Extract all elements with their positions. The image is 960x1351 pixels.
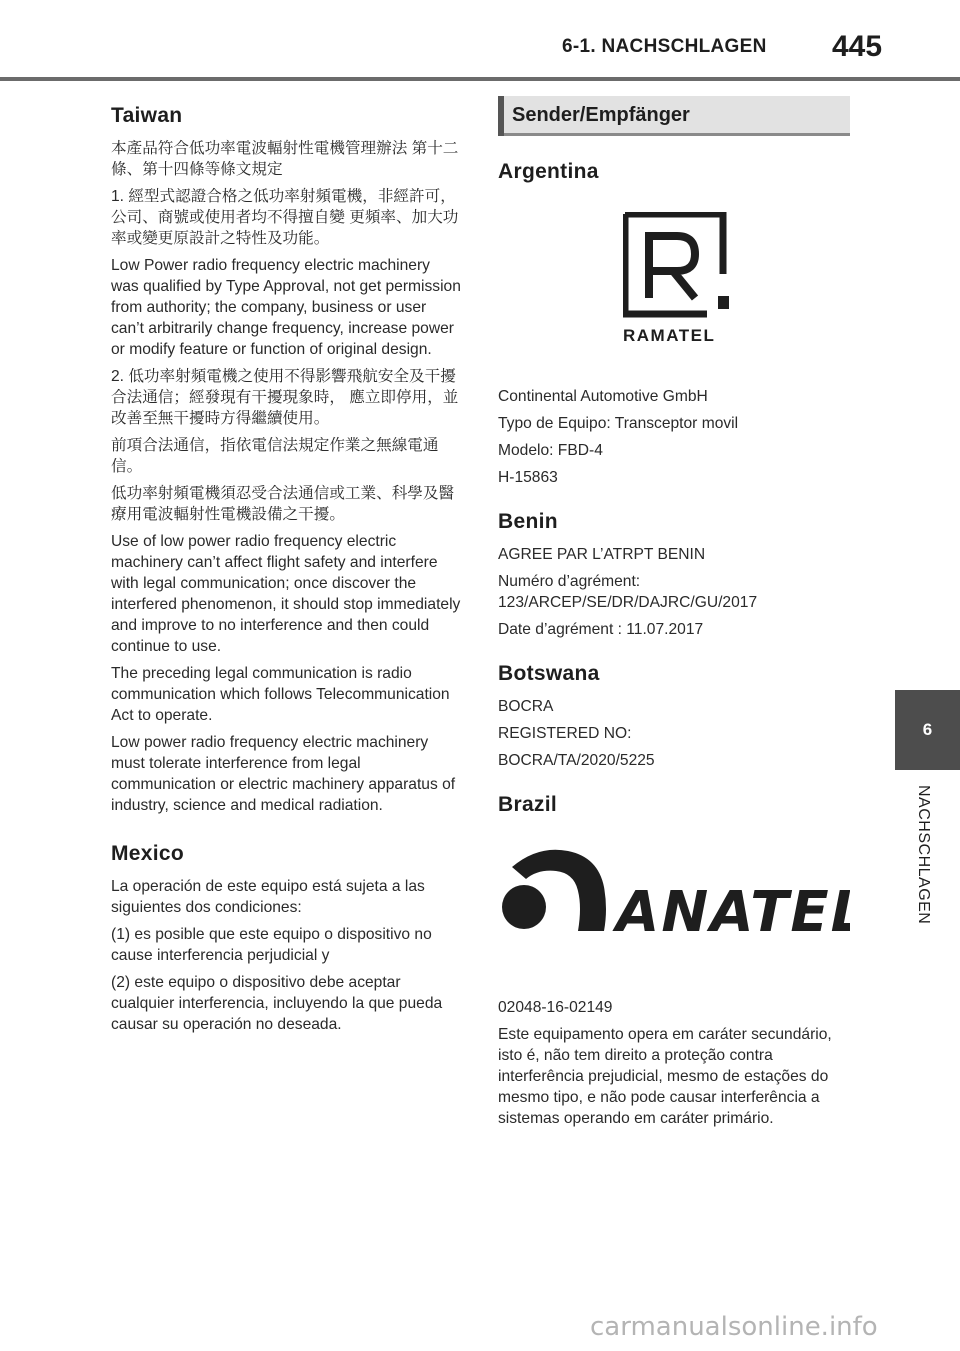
anatel-logo bbox=[498, 845, 853, 945]
anatel-logo-text: ANATEL bbox=[616, 880, 850, 945]
argentina-line: Continental Automotive GmbH bbox=[498, 388, 708, 405]
botswana-heading: Botswana bbox=[498, 662, 600, 685]
left-column bbox=[111, 104, 461, 1041]
ramatel-logo-text: RAMATEL bbox=[623, 326, 716, 345]
mexico-paragraph: (2) este equipo o dispositivo debe aceptar cualquier interferencia, incluyendo la que pueda causar su operación no deseada. bbox=[111, 974, 443, 1033]
sender-receiver-title: Sender/Empfänger bbox=[512, 104, 690, 126]
argentina-line: Typo de Equipo: Transceptor movil bbox=[498, 415, 739, 432]
page-number: 445 bbox=[832, 30, 883, 63]
benin-line: Numéro d’agrément: 123/ARCEP/SE/DR/DAJRC/GU/2017 bbox=[498, 573, 758, 611]
brazil-line: Este equipamento opera em caráter secundário, isto é, não tem direito a proteção contra interferência prejudicial, mesmo de estações do mesmo tipo, e não pode causar interferência a sistemas operando em caráter primário. bbox=[498, 1026, 832, 1127]
sender-receiver-box bbox=[498, 96, 850, 136]
right-column bbox=[498, 96, 853, 1135]
chapter-side-label: NACHSCHLAGEN bbox=[915, 785, 932, 925]
chapter-tab: 6 bbox=[895, 690, 960, 770]
header-divider bbox=[0, 77, 960, 81]
watermark: carmanualsonline.info bbox=[590, 1312, 878, 1342]
taiwan-heading: Taiwan bbox=[111, 104, 183, 127]
argentina-line: H-15863 bbox=[498, 469, 558, 486]
taiwan-paragraph: 前項合法通信，指依電信法規定作業之無線電通信。 bbox=[111, 437, 439, 475]
botswana-line: BOCRA bbox=[498, 698, 554, 715]
ramatel-r-mark-icon bbox=[623, 212, 733, 318]
taiwan-paragraph: The preceding legal communication is radio communication which follows Telecommunication Act to operate. bbox=[111, 665, 450, 724]
running-header-section: 6-1. NACHSCHLAGEN bbox=[562, 36, 767, 57]
benin-line: AGREE PAR L’ATRPT BENIN bbox=[498, 546, 706, 563]
argentina-heading: Argentina bbox=[498, 160, 599, 183]
taiwan-paragraph: Low Power radio frequency electric machinery was qualified by Type Approval, not get permission from authority; the company, business or user can’t arbitrarily change frequency, increase power or modify feature or function of original design. bbox=[111, 257, 461, 358]
brazil-line: 02048-16-02149 bbox=[498, 999, 613, 1016]
taiwan-paragraph: Use of low power radio frequency electric machinery can’t affect flight safety and interfere with legal communication; once discover the interfered phenomenon, it should stop immediately and improve to no interference and then could continue to use. bbox=[111, 533, 461, 655]
benin-line: Date d’agrément : 11.07.2017 bbox=[498, 621, 704, 638]
mexico-heading: Mexico bbox=[111, 842, 184, 865]
anatel-symbol-icon bbox=[498, 845, 850, 945]
taiwan-paragraph: 2. 低功率射頻電機之使用不得影響飛航安全及干擾合法通信；經發現有干擾現象時， 應立即停用，並改善至無干擾時方得繼續使用。 bbox=[111, 368, 459, 427]
botswana-line: BOCRA/TA/2020/5225 bbox=[498, 752, 655, 769]
taiwan-paragraph: 低功率射頻電機須忍受合法通信或工業、科學及醫療用電波輻射性電機設備之干擾。 bbox=[111, 485, 455, 523]
mexico-paragraph: (1) es posible que este equipo o dispositivo no cause interferencia perjudicial y bbox=[111, 926, 432, 964]
mexico-paragraph: La operación de este equipo está sujeta a las siguientes dos condiciones: bbox=[111, 878, 425, 916]
taiwan-paragraph: 本產品符合低功率電波輻射性電機管理辦法 第十二條、第十四條等條文規定 bbox=[111, 140, 459, 178]
ramatel-logo bbox=[623, 212, 733, 346]
taiwan-paragraph: Low power radio frequency electric machinery must tolerate interference from legal communication or electric machinery apparatus of industry, science and medical radiation. bbox=[111, 734, 456, 814]
box-accent-bar bbox=[498, 96, 504, 136]
benin-heading: Benin bbox=[498, 510, 558, 533]
argentina-line: Modelo: FBD-4 bbox=[498, 442, 603, 459]
botswana-line: REGISTERED NO: bbox=[498, 725, 632, 742]
brazil-heading: Brazil bbox=[498, 793, 557, 816]
taiwan-paragraph: 1. 經型式認證合格之低功率射頻電機，非經許可，公司、商號或使用者均不得擅自變 更頻率、加大功率或變更原設計之特性及功能。 bbox=[111, 188, 459, 247]
